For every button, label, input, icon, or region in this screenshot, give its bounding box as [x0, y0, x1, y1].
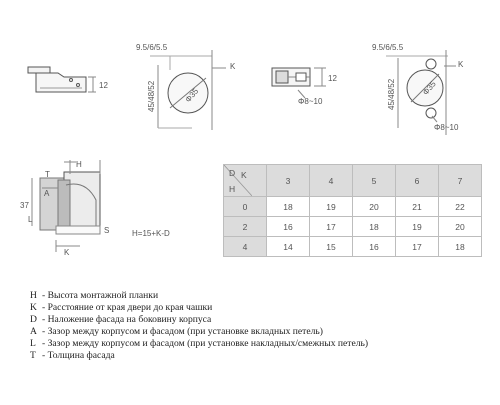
cup-offset-dims: 45/48/52 — [147, 80, 156, 112]
cup-diameter-label: Φ35 — [183, 86, 201, 105]
cup2-diameter-label: Φ35 — [421, 79, 438, 97]
legend-text: - Расстояние от края двери до края чашки — [42, 302, 213, 314]
legend-item — [30, 290, 368, 302]
legend-text: - Зазор между корпусом и фасадом (при установке вкладных петель) — [42, 326, 323, 338]
legend-key: T — [30, 350, 36, 362]
k-header-cell: 7 — [439, 165, 482, 197]
table-cell: 20 — [353, 197, 396, 217]
table-corner-cell — [224, 165, 267, 197]
table-cell: 22 — [439, 197, 482, 217]
corner-k-label: K — [241, 170, 247, 180]
table-cell: 18 — [353, 217, 396, 237]
legend-item — [30, 338, 368, 350]
table-cell: 19 — [310, 197, 353, 217]
table-cell: 16 — [267, 217, 310, 237]
legend-key: L — [30, 338, 36, 350]
legend-text: - Зазор между корпусом и фасадом (при установке накладных/смежных петель) — [42, 338, 369, 350]
section-h-label: H — [76, 160, 82, 169]
table-row — [224, 217, 482, 237]
section-a-label: A — [44, 189, 50, 198]
table-cell: 18 — [267, 197, 310, 217]
k-header-cell: 4 — [310, 165, 353, 197]
cup2-setback-dims: 9.5/6/5.5 — [372, 43, 404, 52]
table-cell: 19 — [396, 217, 439, 237]
section-s-label: S — [104, 226, 110, 235]
table-header-row — [224, 165, 482, 197]
table-cell: 14 — [267, 237, 310, 257]
table-cell: 16 — [353, 237, 396, 257]
legend-text: - Высота монтажной планки — [42, 290, 159, 301]
overlay-spec-table — [223, 164, 482, 257]
table-cell: 20 — [439, 217, 482, 237]
legend-item — [30, 314, 368, 326]
cup-dowel-drilling-diagram — [372, 43, 464, 135]
hinge-formula: H=15+K-D — [132, 229, 170, 238]
section-l-label: L — [28, 215, 33, 224]
legend-text: - Наложение фасада на боковину корпуса — [42, 314, 212, 326]
h-header-cell: 4 — [224, 237, 267, 257]
section-37-label: 37 — [20, 201, 29, 210]
legend-item — [30, 326, 368, 338]
table-cell: 17 — [396, 237, 439, 257]
dowel-side-view — [272, 68, 337, 106]
dowel-diameter-label: Φ8~10 — [298, 97, 323, 106]
h-header-cell: 0 — [224, 197, 267, 217]
cup2-offset-dims: 45/48/52 — [387, 78, 396, 110]
k-header-cell: 5 — [353, 165, 396, 197]
installed-hinge-section — [20, 160, 170, 257]
cup-k-label: K — [230, 62, 236, 71]
mounting-plate-side-view — [28, 67, 108, 92]
legend-key: A — [30, 326, 37, 338]
cup-drilling-diagram — [136, 43, 236, 130]
legend — [30, 290, 368, 363]
legend-key: H — [30, 290, 37, 301]
corner-h-label: H — [229, 184, 236, 194]
corner-d-label: D — [229, 168, 236, 178]
legend-item — [30, 302, 368, 314]
cup-setback-dims: 9.5/6/5.5 — [136, 43, 168, 52]
table-cell: 18 — [439, 237, 482, 257]
table-row — [224, 237, 482, 257]
legend-text: - Толщина фасада — [42, 350, 115, 362]
table-cell: 15 — [310, 237, 353, 257]
table-cell: 17 — [310, 217, 353, 237]
k-header-cell: 3 — [267, 165, 310, 197]
h-header-cell: 2 — [224, 217, 267, 237]
legend-item — [30, 350, 368, 362]
dowel-depth-dim: 12 — [328, 74, 337, 83]
k-header-cell: 6 — [396, 165, 439, 197]
legend-key: K — [30, 302, 37, 314]
table-row — [224, 197, 482, 217]
legend-key: D — [30, 314, 37, 326]
plate-height-dim: 12 — [99, 81, 108, 90]
cup2-dowel-diameter-label: Φ8~10 — [434, 123, 459, 132]
cup2-k-label: K — [458, 60, 464, 69]
section-k-label: K — [64, 248, 70, 257]
section-t-label: T — [45, 170, 50, 179]
table-cell: 21 — [396, 197, 439, 217]
